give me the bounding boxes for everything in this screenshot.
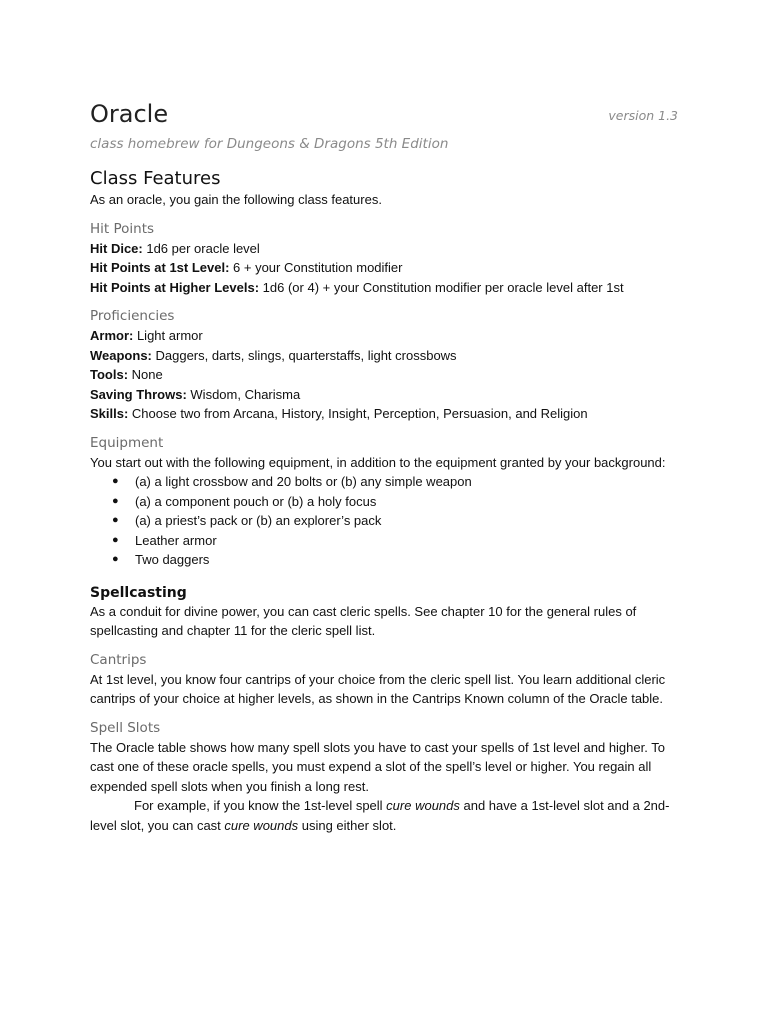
field-label: Weapons: bbox=[90, 347, 152, 363]
field-value: Light armor bbox=[133, 328, 203, 343]
example-text: using either slot. bbox=[298, 817, 397, 833]
armor-row bbox=[90, 326, 678, 346]
class-features-heading: Class Features bbox=[90, 168, 221, 189]
list-item bbox=[90, 511, 678, 531]
field-label: Armor: bbox=[90, 328, 134, 343]
spellcasting-heading: Spellcasting bbox=[90, 584, 187, 601]
spell-name: cure wounds bbox=[224, 817, 299, 833]
document-title: Oracle bbox=[90, 100, 169, 128]
example-text: and have a 1st-level slot and a 2nd-level slot, you can cast bbox=[90, 798, 670, 833]
bullet-icon: ● bbox=[112, 553, 119, 565]
field-value: 1d6 (or 4) + your Constitution modifier per oracle level after 1st bbox=[259, 279, 624, 295]
list-item-text: (a) a light crossbow and 20 bolts or (b) any simple weapon bbox=[135, 474, 472, 489]
list-item-text: Two daggers bbox=[135, 552, 210, 567]
list-item-text: (a) a priest’s pack or (b) an explorer’s pack bbox=[135, 513, 382, 528]
list-item bbox=[90, 472, 678, 492]
list-item-text: (a) a component pouch or (b) a holy focus bbox=[135, 493, 377, 509]
field-value: Daggers, darts, slings, quarterstaffs, light crossbows bbox=[151, 347, 457, 363]
equipment-list bbox=[90, 472, 678, 570]
list-item bbox=[90, 550, 678, 570]
tools-row bbox=[90, 365, 678, 385]
hp-higher-levels-row bbox=[90, 278, 678, 298]
equipment-heading: Equipment bbox=[90, 434, 164, 451]
proficiencies-heading: Proficiencies bbox=[90, 308, 175, 324]
spell-slots-text: The Oracle table shows how many spell slots you have to cast your spells of 1st level and higher. To cast one of these oracle spells, you must expend a slot of the spell’s level or higher. You regain all expended spell slots when you finish a long rest. bbox=[90, 739, 665, 794]
bullet-icon: ● bbox=[112, 514, 119, 526]
bullet-icon: ● bbox=[112, 533, 119, 546]
hp-first-level-row bbox=[90, 258, 678, 278]
field-label: Skills: bbox=[90, 406, 129, 421]
weapons-row bbox=[90, 346, 678, 366]
version-label: version 1.3 bbox=[608, 108, 678, 123]
spell-slots-heading: Spell Slots bbox=[90, 719, 161, 736]
bullet-icon: ● bbox=[112, 494, 119, 507]
field-label: Saving Throws: bbox=[90, 386, 187, 402]
list-item bbox=[90, 492, 678, 512]
list-item bbox=[90, 531, 678, 551]
hit-points-heading: Hit Points bbox=[90, 220, 155, 237]
list-item-text: Leather armor bbox=[135, 532, 217, 548]
field-value: 6 + your Constitution modifier bbox=[229, 260, 403, 275]
class-features-intro: As an oracle, you gain the following class features. bbox=[90, 192, 382, 207]
skills-row bbox=[90, 404, 678, 424]
bullet-icon: ● bbox=[112, 475, 119, 487]
saving-throws-row bbox=[90, 385, 678, 405]
cantrips-heading: Cantrips bbox=[90, 651, 147, 668]
spell-slots-example bbox=[90, 796, 678, 835]
title-row bbox=[90, 96, 678, 128]
document-subtitle: class homebrew for Dungeons & Dragons 5th Edition bbox=[90, 136, 449, 152]
cantrips-text: At 1st level, you know four cantrips of your choice from the cleric spell list. You learn additional cleric cantrips of your choice at higher levels, as shown in the Cantrips Known column of the Oracle table. bbox=[90, 671, 666, 706]
field-value: Wisdom, Charisma bbox=[186, 386, 301, 402]
field-value: Choose two from Arcana, History, Insight, Perception, Persuasion, and Religion bbox=[128, 406, 588, 421]
field-label: Hit Dice: bbox=[90, 240, 143, 256]
example-text: For example, if you know the 1st-level spell bbox=[134, 798, 387, 813]
equipment-intro: You start out with the following equipment, in addition to the equipment granted by your background: bbox=[90, 454, 666, 470]
field-label: Tools: bbox=[90, 367, 129, 382]
spellcasting-text: As a conduit for divine power, you can cast cleric spells. See chapter 10 for the general rules of spellcasting and chapter 11 for the cleric spell list. bbox=[90, 603, 637, 638]
field-value: 1d6 per oracle level bbox=[142, 240, 260, 256]
field-label: Hit Points at 1st Level: bbox=[90, 260, 230, 275]
field-value: None bbox=[128, 367, 163, 382]
hit-dice-row bbox=[90, 239, 678, 259]
field-label: Hit Points at Higher Levels: bbox=[90, 279, 260, 295]
spell-name: cure wounds bbox=[386, 798, 460, 813]
